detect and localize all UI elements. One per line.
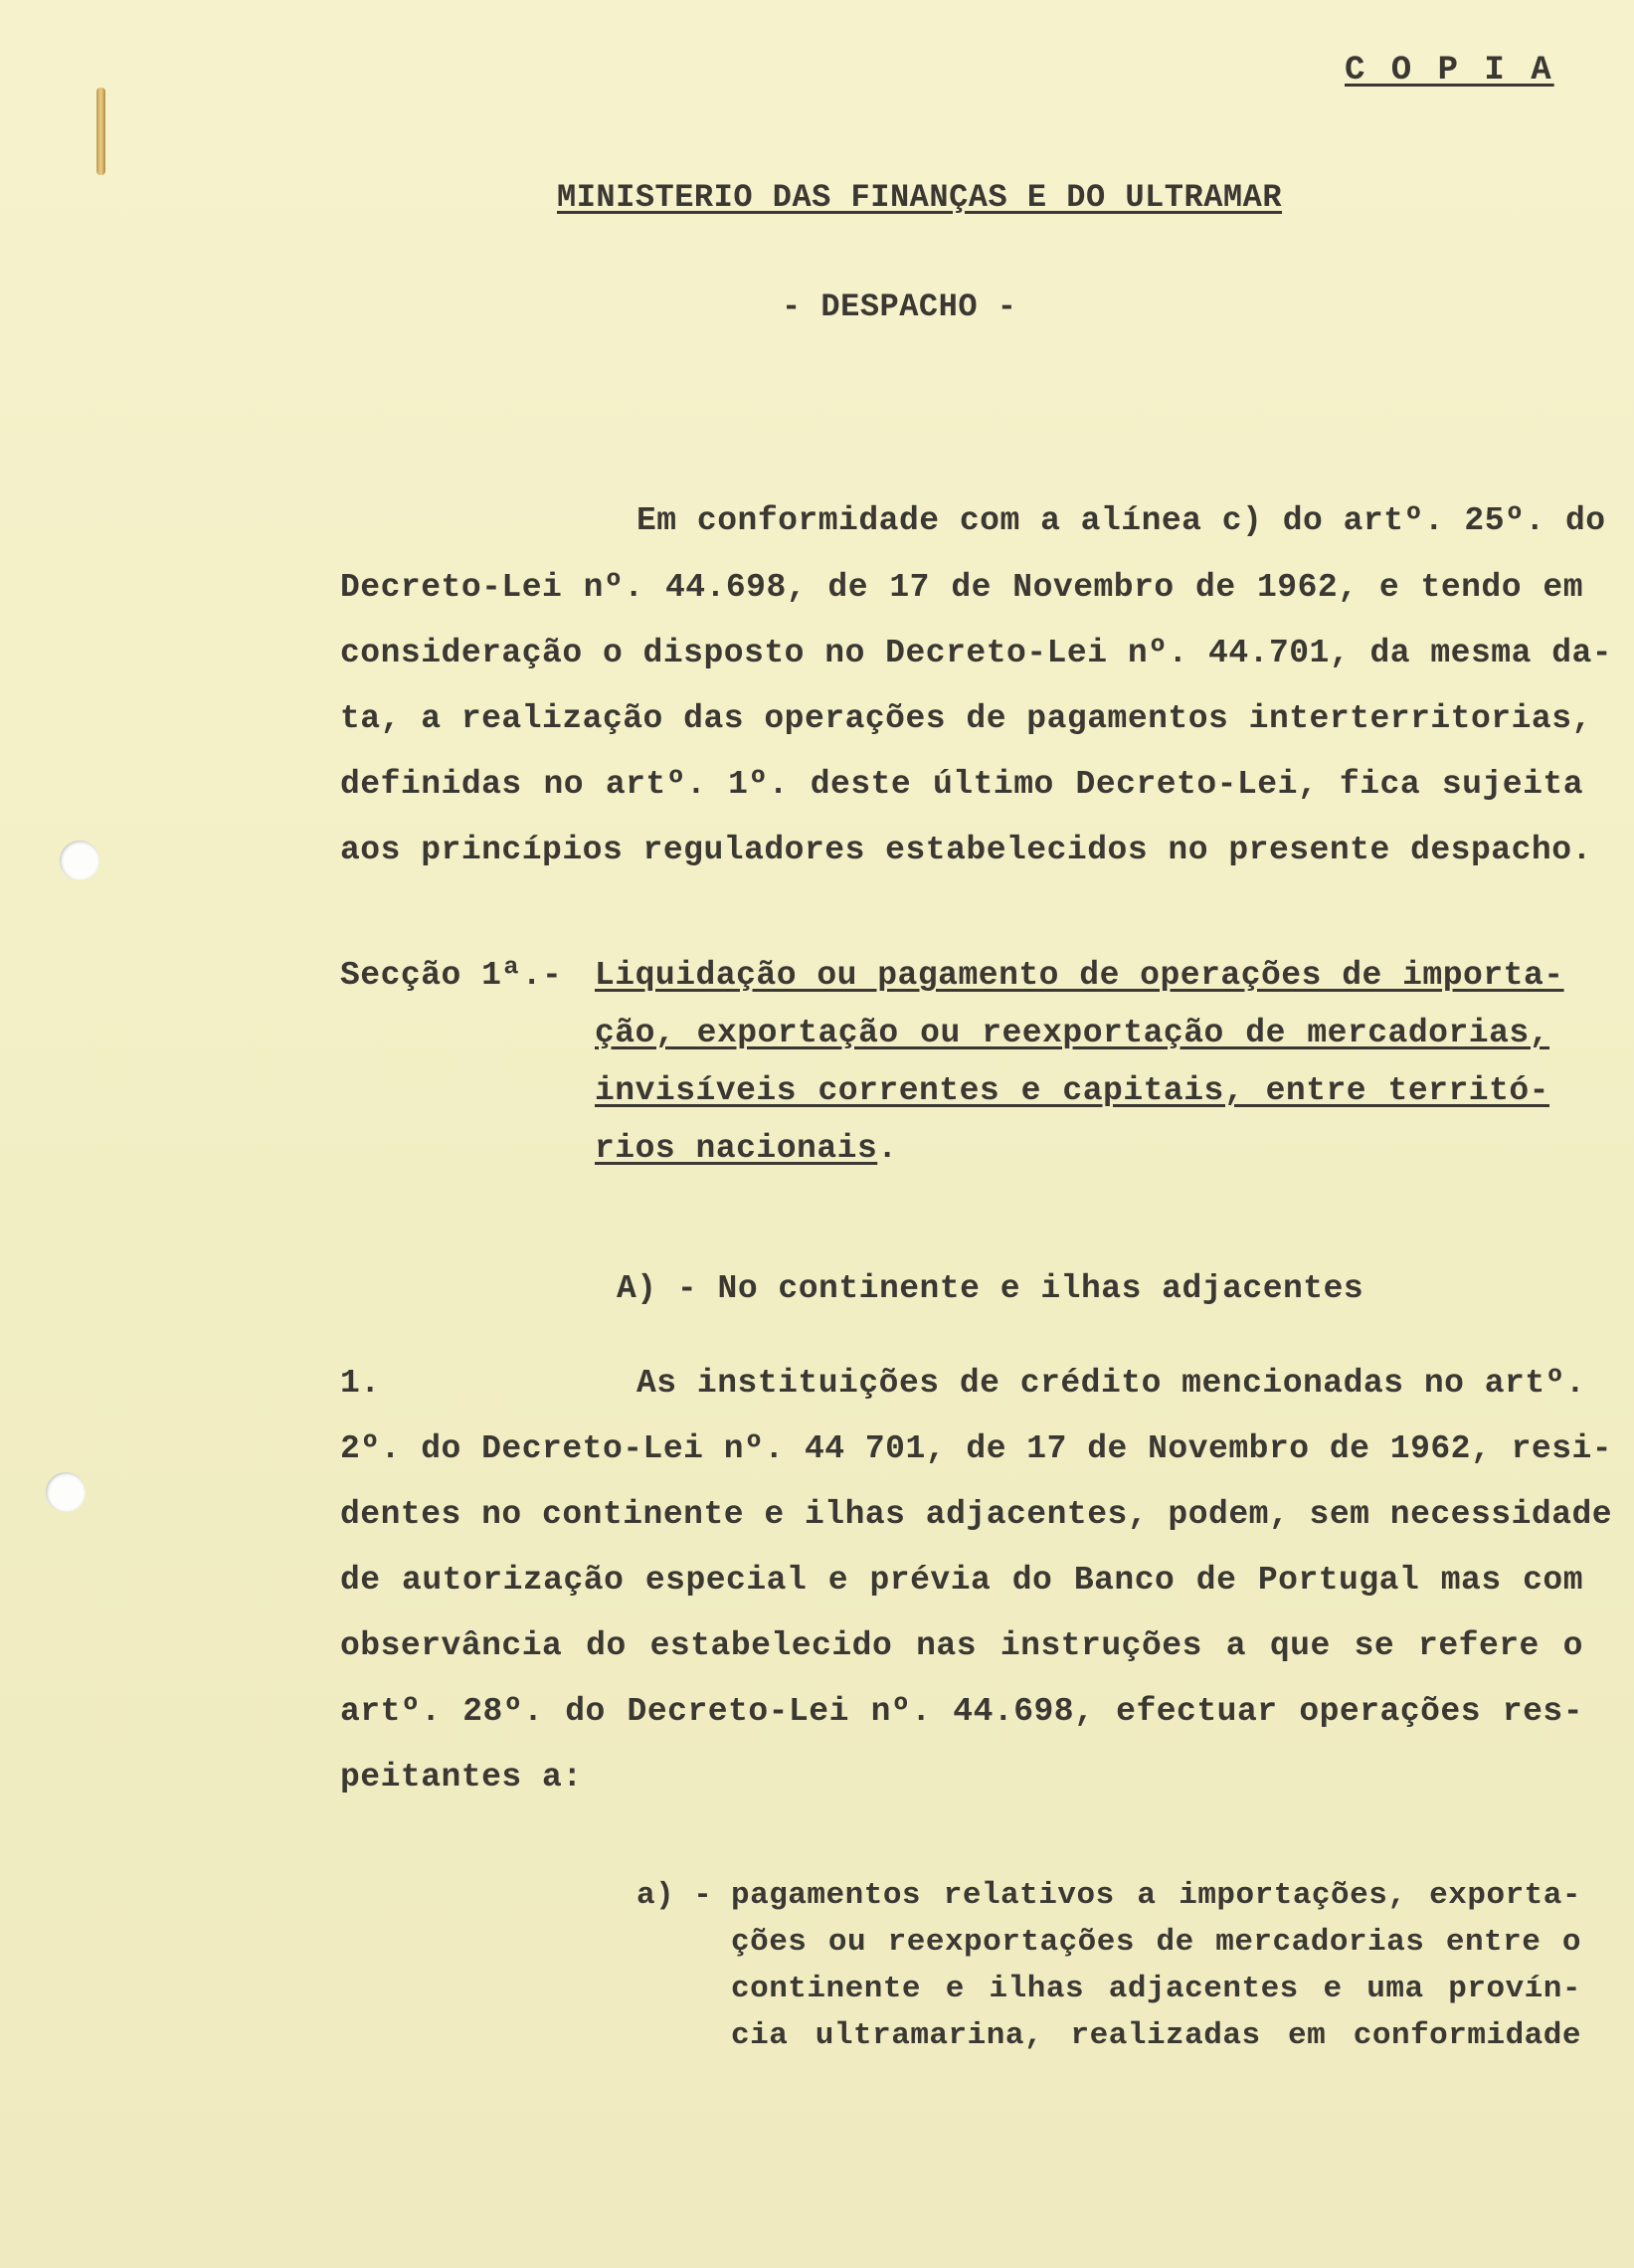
item-a-line-3: continente e ilhas adjacentes e uma provín- (731, 1972, 1581, 2006)
item-1-line-6: artº. 28º. do Decreto-Lei nº. 44.698, efectuar operações res- (340, 1693, 1583, 1730)
section-title-line-4-text: rios nacionais (595, 1130, 878, 1167)
section-title-line-1: Liquidação ou pagamento de operações de importa- (595, 957, 1564, 994)
section-title-line-4 (595, 1130, 898, 1167)
item-1-line-4: de autorização especial e prévia do Banco de Portugal mas com (340, 1562, 1583, 1599)
item-a-line-4: cia ultramarina, realizadas em conformidade (731, 2018, 1581, 2053)
document-type: - DESPACHO - (782, 288, 1017, 325)
item-1-line-3: dentes no continente e ilhas adjacentes, podem, sem necessidade (340, 1496, 1613, 1533)
item-1-number: 1. (340, 1365, 381, 1402)
item-a-label: a) - (636, 1878, 713, 1913)
section-label: Secção 1ª.- (340, 957, 563, 994)
section-title-line-2: ção, exportação ou reexportação de mercadorias, (595, 1015, 1549, 1051)
section-title-end: . (877, 1130, 898, 1167)
ministry-title: MINISTERIO DAS FINANÇAS E DO ULTRAMAR (557, 179, 1283, 216)
intro-line-5: definidas no artº. 1º. deste último Decreto-Lei, fica sujeita (340, 766, 1583, 803)
intro-line-6: aos princípios reguladores estabelecidos no presente despacho. (340, 832, 1592, 868)
item-a-line-2: ções ou reexportações de mercadorias entre o (731, 1925, 1581, 1960)
item-1-line-7: peitantes a: (340, 1759, 583, 1796)
staple-mark (96, 88, 105, 175)
intro-line-4: ta, a realização das operações de pagamentos interterritorias, (340, 700, 1592, 737)
intro-line-2: Decreto-Lei nº. 44.698, de 17 de Novembro de 1962, e tendo em (340, 569, 1583, 606)
item-1-line-2: 2º. do Decreto-Lei nº. 44 701, de 17 de Novembro de 1962, resi- (340, 1430, 1613, 1467)
section-title-line-3: invisíveis correntes e capitais, entre territó- (595, 1072, 1549, 1109)
copy-stamp: C O P I A (1345, 52, 1554, 90)
punch-hole-bottom (46, 1472, 86, 1512)
item-1-line-5: observância do estabelecido nas instruções a que se refere o (340, 1627, 1583, 1664)
subsection-heading: A) - No continente e ilhas adjacentes (617, 1270, 1364, 1307)
intro-line-3: consideração o disposto no Decreto-Lei nº. 44.701, da mesma da- (340, 635, 1613, 671)
item-1-line-1: As instituições de crédito mencionadas no artº. (636, 1365, 1586, 1402)
punch-hole-top (60, 841, 99, 880)
item-a-line-1: pagamentos relativos a importações, exporta- (731, 1878, 1581, 1913)
intro-line-1: Em conformidade com a alínea c) do artº. 25º. do (636, 502, 1606, 539)
